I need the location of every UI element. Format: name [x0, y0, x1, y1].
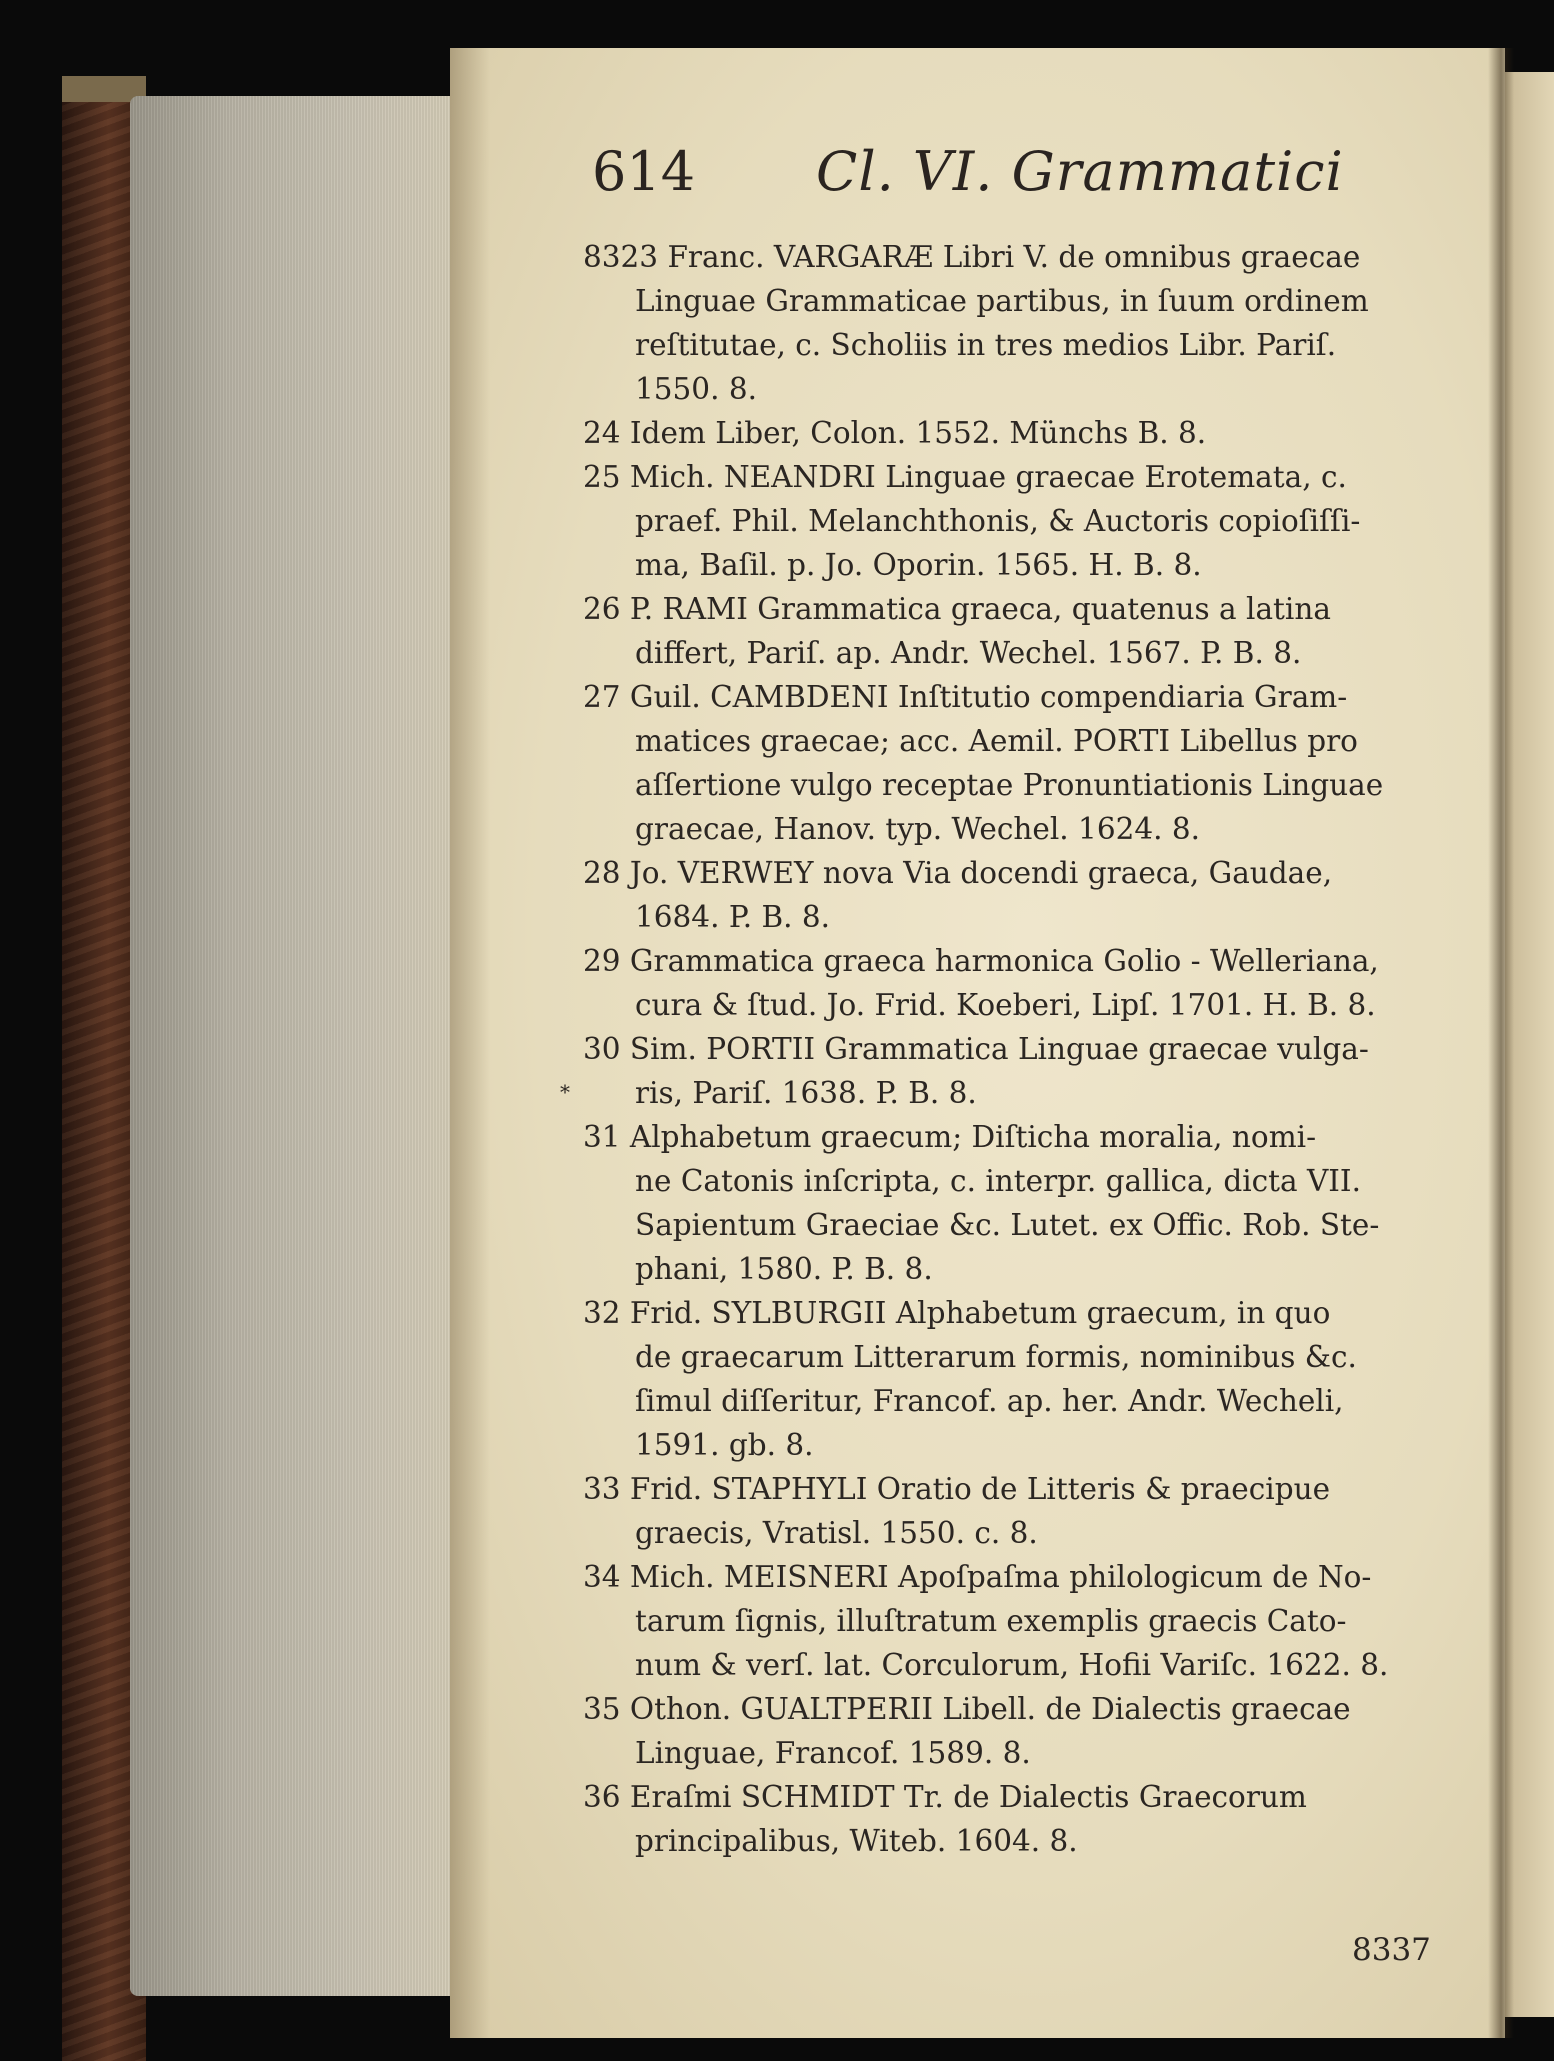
text-line: ne Catonis inſcripta, c. interpr. gallica, dicta VII.: [635, 1164, 1361, 1198]
page-number: 614: [592, 140, 696, 203]
text-line: phani, 1580. P. B. 8.: [635, 1252, 933, 1286]
text-line: num & verſ. lat. Corculorum, Hofii Variſc. 1622. 8.: [635, 1648, 1389, 1682]
page-block-edge: [130, 96, 460, 1996]
text-line: 31 Alphabetum graecum; Diſticha moralia, nomi-: [583, 1120, 1317, 1154]
text-line: 35 Othon. GUALTPERII Libell. de Dialectis graecae: [583, 1692, 1351, 1726]
text-line: 34 Mich. MEISNERI Apoſpaſma philologicum de No-: [583, 1560, 1372, 1594]
running-header: [592, 132, 1392, 212]
text-line: reſtitutae, c. Scholiis in tres medios Libr. Pariſ.: [635, 328, 1337, 362]
catchword: 8337: [1352, 1932, 1431, 1968]
text-line: 1550. 8.: [635, 372, 757, 406]
text-line: graecis, Vratisl. 1550. c. 8.: [635, 1516, 1038, 1550]
text-line: ſimul diſſeritur, Francof. ap. her. Andr. Wecheli,: [635, 1384, 1344, 1418]
text-line: 1591. gb. 8.: [635, 1428, 814, 1462]
text-line: ris, Pariſ. 1638. P. B. 8.: [635, 1076, 977, 1110]
text-line: 26 P. RAMI Grammatica graeca, quatenus a latina: [583, 592, 1331, 626]
text-line: matices graecae; acc. Aemil. PORTI Libellus pro: [635, 724, 1358, 758]
text-line: 32 Frid. SYLBURGII Alphabetum graecum, in quo: [583, 1296, 1331, 1330]
text-line: principalibus, Witeb. 1604. 8.: [635, 1824, 1078, 1858]
page-shadow: [450, 48, 490, 2038]
text-line: 8323 Franc. VARGARÆ Libri V. de omnibus graecae: [583, 240, 1361, 274]
gutter: [1488, 48, 1514, 2038]
margin-mark: *: [560, 1080, 570, 1104]
text-line: cura & ſtud. Jo. Frid. Koeberi, Lipſ. 1701. H. B. 8.: [635, 988, 1376, 1022]
text-line: 25 Mich. NEANDRI Linguae graecae Erotemata, c.: [583, 460, 1347, 494]
running-title: Cl. VI. Grammatici: [816, 140, 1344, 203]
text-line: 24 Idem Liber, Colon. 1552. Münchs B. 8.: [583, 416, 1207, 450]
text-line: 29 Grammatica graeca harmonica Golio - Welleriana,: [583, 944, 1379, 978]
text-line: aſſertione vulgo receptae Pronuntiationis Linguae: [635, 768, 1384, 802]
text-line: 30 Sim. PORTII Grammatica Linguae graecae vulga-: [583, 1032, 1369, 1066]
text-line: 28 Jo. VERWEY nova Via docendi graeca, Gaudae,: [583, 856, 1333, 890]
text-line: 33 Frid. STAPHYLI Oratio de Litteris & praecipue: [583, 1472, 1331, 1506]
text-line: Linguae Grammaticae partibus, in ſuum ordinem: [635, 284, 1369, 318]
text-line: differt, Pariſ. ap. Andr. Wechel. 1567. P. B. 8.: [635, 636, 1302, 670]
text-line: Linguae, Francof. 1589. 8.: [635, 1736, 1031, 1770]
text-line: ma, Baſil. p. Jo. Oporin. 1565. H. B. 8.: [635, 548, 1202, 582]
text-line: 27 Guil. CAMBDENI Inſtitutio compendiaria Gram-: [583, 680, 1348, 714]
text-line: tarum ſignis, illuſtratum exemplis graecis Cato-: [635, 1604, 1347, 1638]
text-line: 36 Eraſmi SCHMIDT Tr. de Dialectis Graecorum: [583, 1780, 1307, 1814]
text-line: praef. Phil. Melanchthonis, & Auctoris copioſiſſi-: [635, 504, 1361, 538]
text-line: Sapientum Graeciae &c. Lutet. ex Offic. Rob. Ste-: [635, 1208, 1380, 1242]
text-line: 1684. P. B. 8.: [635, 900, 831, 934]
text-line: de graecarum Litterarum formis, nominibus &c.: [635, 1340, 1357, 1374]
text-line: graecae, Hanov. typ. Wechel. 1624. 8.: [635, 812, 1201, 846]
